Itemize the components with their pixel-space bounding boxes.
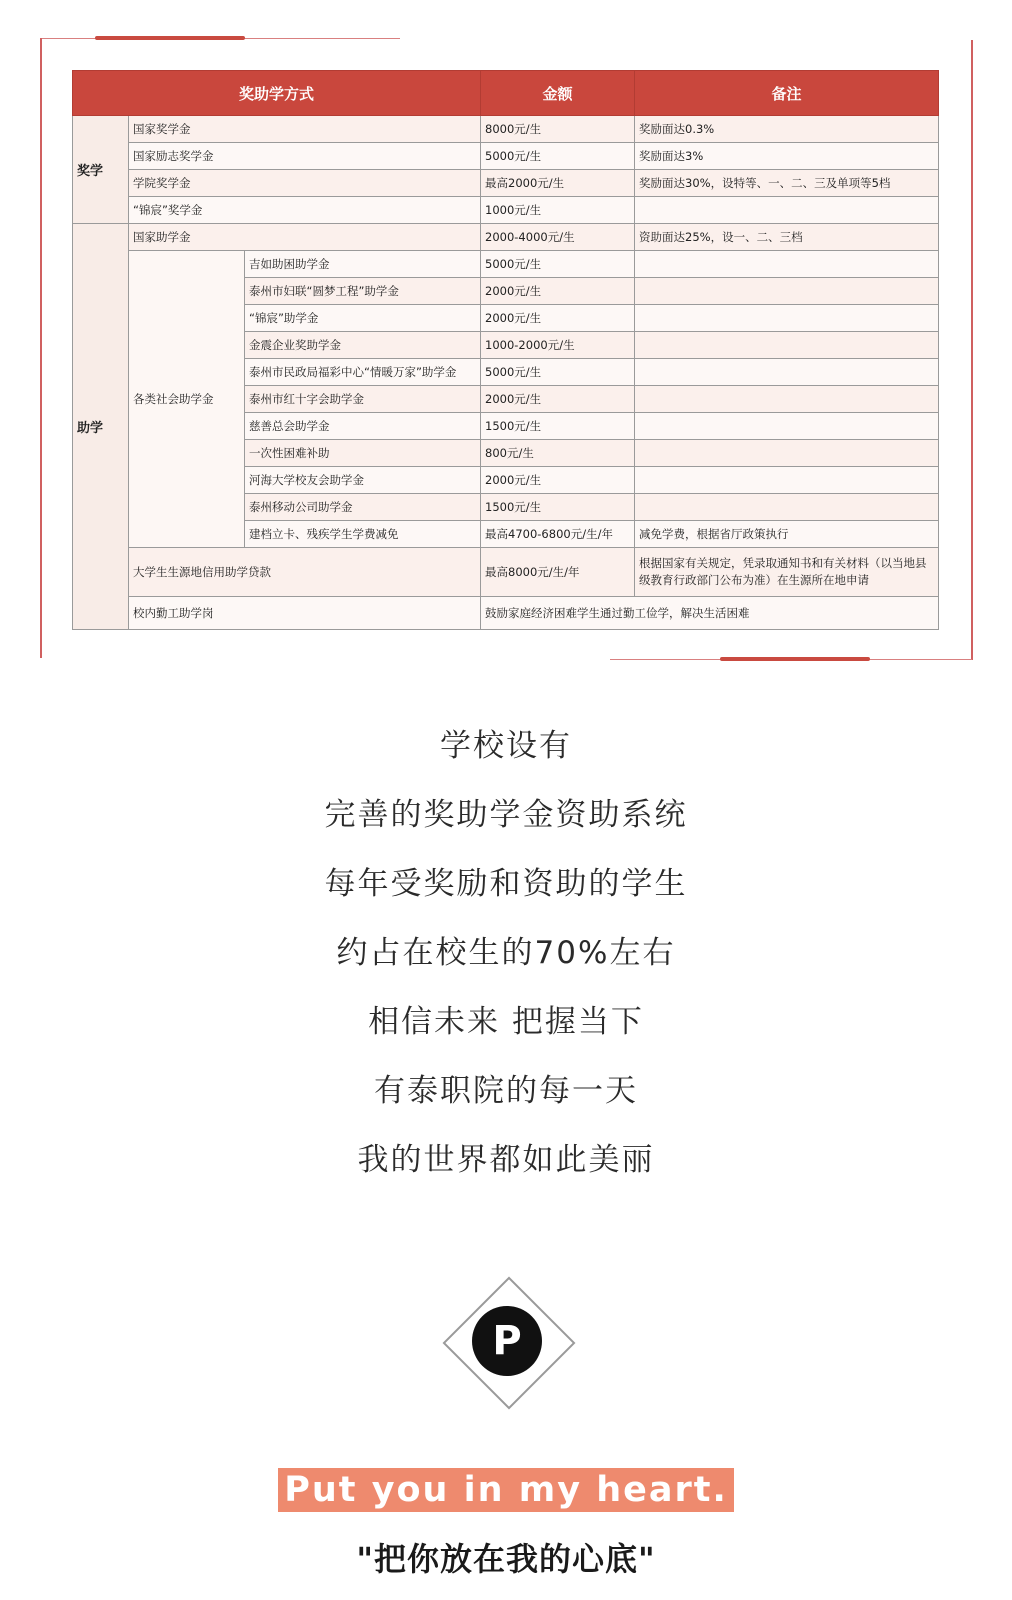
social-name: 金震企业奖助学金	[245, 332, 481, 359]
social-amount: 1500元/生	[481, 413, 635, 440]
award-note: 奖励面达3%	[635, 143, 939, 170]
social-note	[635, 359, 939, 386]
award-amount: 5000元/生	[481, 143, 635, 170]
slogan-block	[0, 722, 1012, 1205]
social-group-label: 各类社会助学金	[129, 251, 245, 548]
quote-text: "把你放在我的心底"	[356, 1540, 656, 1578]
award-note: 奖励面达0.3%	[635, 116, 939, 143]
award-name: 学院奖学金	[129, 170, 481, 197]
social-note	[635, 305, 939, 332]
social-amount: 1500元/生	[481, 494, 635, 521]
award-note: 奖励面达30%，设特等、一、二、三及单项等5档	[635, 170, 939, 197]
table-row	[73, 548, 939, 597]
table-row	[73, 143, 939, 170]
award-amount: 1000元/生	[481, 197, 635, 224]
social-name: 建档立卡、残疾学生学费减免	[245, 521, 481, 548]
social-amount: 2000元/生	[481, 278, 635, 305]
slogan-line: 学校设有	[440, 728, 572, 764]
social-amount: 5000元/生	[481, 359, 635, 386]
social-name: 泰州移动公司助学金	[245, 494, 481, 521]
aid-note: 资助面达25%，设一、二、三档	[635, 224, 939, 251]
aid-name: 国家助学金	[129, 224, 481, 251]
loan-note: 根据国家有关规定，凭录取通知书和有关材料（以当地县级教育行政部门公布为准）在生源所在地申请	[635, 548, 939, 597]
social-note	[635, 386, 939, 413]
social-note	[635, 494, 939, 521]
social-name: 一次性困难补助	[245, 440, 481, 467]
aid-amount: 2000-4000元/生	[481, 224, 635, 251]
frame-line-left	[40, 38, 42, 658]
workstudy-desc: 鼓励家庭经济困难学生通过勤工俭学，解决生活困难	[481, 597, 939, 630]
social-amount: 2000元/生	[481, 305, 635, 332]
social-note	[635, 278, 939, 305]
slogan-line: 我的世界都如此美丽	[357, 1142, 655, 1178]
social-name: 慈善总会助学金	[245, 413, 481, 440]
table-header-row	[73, 71, 939, 116]
award-name: “锦宸”奖学金	[129, 197, 481, 224]
social-amount: 1000-2000元/生	[481, 332, 635, 359]
slogan-line: 相信未来 把握当下	[368, 1004, 644, 1040]
award-amount: 8000元/生	[481, 116, 635, 143]
loan-amount: 最高8000元/生/年	[481, 548, 635, 597]
table-row	[73, 597, 939, 630]
table-row	[73, 116, 939, 143]
social-amount: 2000元/生	[481, 386, 635, 413]
social-note	[635, 440, 939, 467]
social-note	[635, 413, 939, 440]
header-method: 奖助学方式	[73, 71, 481, 116]
social-amount: 5000元/生	[481, 251, 635, 278]
table-row	[73, 197, 939, 224]
aid-group-label: 助学	[73, 224, 129, 630]
scholarship-table	[72, 70, 938, 630]
slogan-line: 完善的奖助学金资助系统	[324, 797, 688, 833]
social-name: 泰州市民政局福彩中心“情暖万家”助学金	[245, 359, 481, 386]
social-amount: 2000元/生	[481, 467, 635, 494]
slogan-line: 约占在校生的70%左右	[336, 935, 676, 971]
workstudy-name: 校内勤工助学岗	[129, 597, 481, 630]
social-note	[635, 467, 939, 494]
social-note: 减免学费，根据省厅政策执行	[635, 521, 939, 548]
award-amount: 最高2000元/生	[481, 170, 635, 197]
social-name: 河海大学校友会助学金	[245, 467, 481, 494]
tagline	[0, 1468, 1012, 1512]
table-row	[73, 170, 939, 197]
award-note	[635, 197, 939, 224]
social-note	[635, 251, 939, 278]
p-logo-icon: P	[472, 1306, 542, 1376]
frame-line-right	[971, 40, 973, 660]
social-name: 泰州市红十字会助学金	[245, 386, 481, 413]
social-name: “锦宸”助学金	[245, 305, 481, 332]
award-name: 国家奖学金	[129, 116, 481, 143]
table-row	[73, 251, 939, 278]
frame-accent-bottom	[720, 657, 870, 661]
slogan-line: 有泰职院的每一天	[374, 1073, 638, 1109]
header-amount: 金额	[481, 71, 635, 116]
header-note: 备注	[635, 71, 939, 116]
tagline-text: Put you in my heart.	[278, 1468, 734, 1512]
table-row	[73, 224, 939, 251]
award-name: 国家励志奖学金	[129, 143, 481, 170]
social-name: 吉如助困助学金	[245, 251, 481, 278]
frame-accent-top	[95, 36, 245, 40]
social-note	[635, 332, 939, 359]
loan-name: 大学生生源地信用助学贷款	[129, 548, 481, 597]
social-amount: 800元/生	[481, 440, 635, 467]
slogan-line: 每年受奖励和资助的学生	[324, 866, 688, 902]
award-group-label: 奖学	[73, 116, 129, 224]
social-name: 泰州市妇联“圆梦工程”助学金	[245, 278, 481, 305]
social-amount: 最高4700-6800元/生/年	[481, 521, 635, 548]
